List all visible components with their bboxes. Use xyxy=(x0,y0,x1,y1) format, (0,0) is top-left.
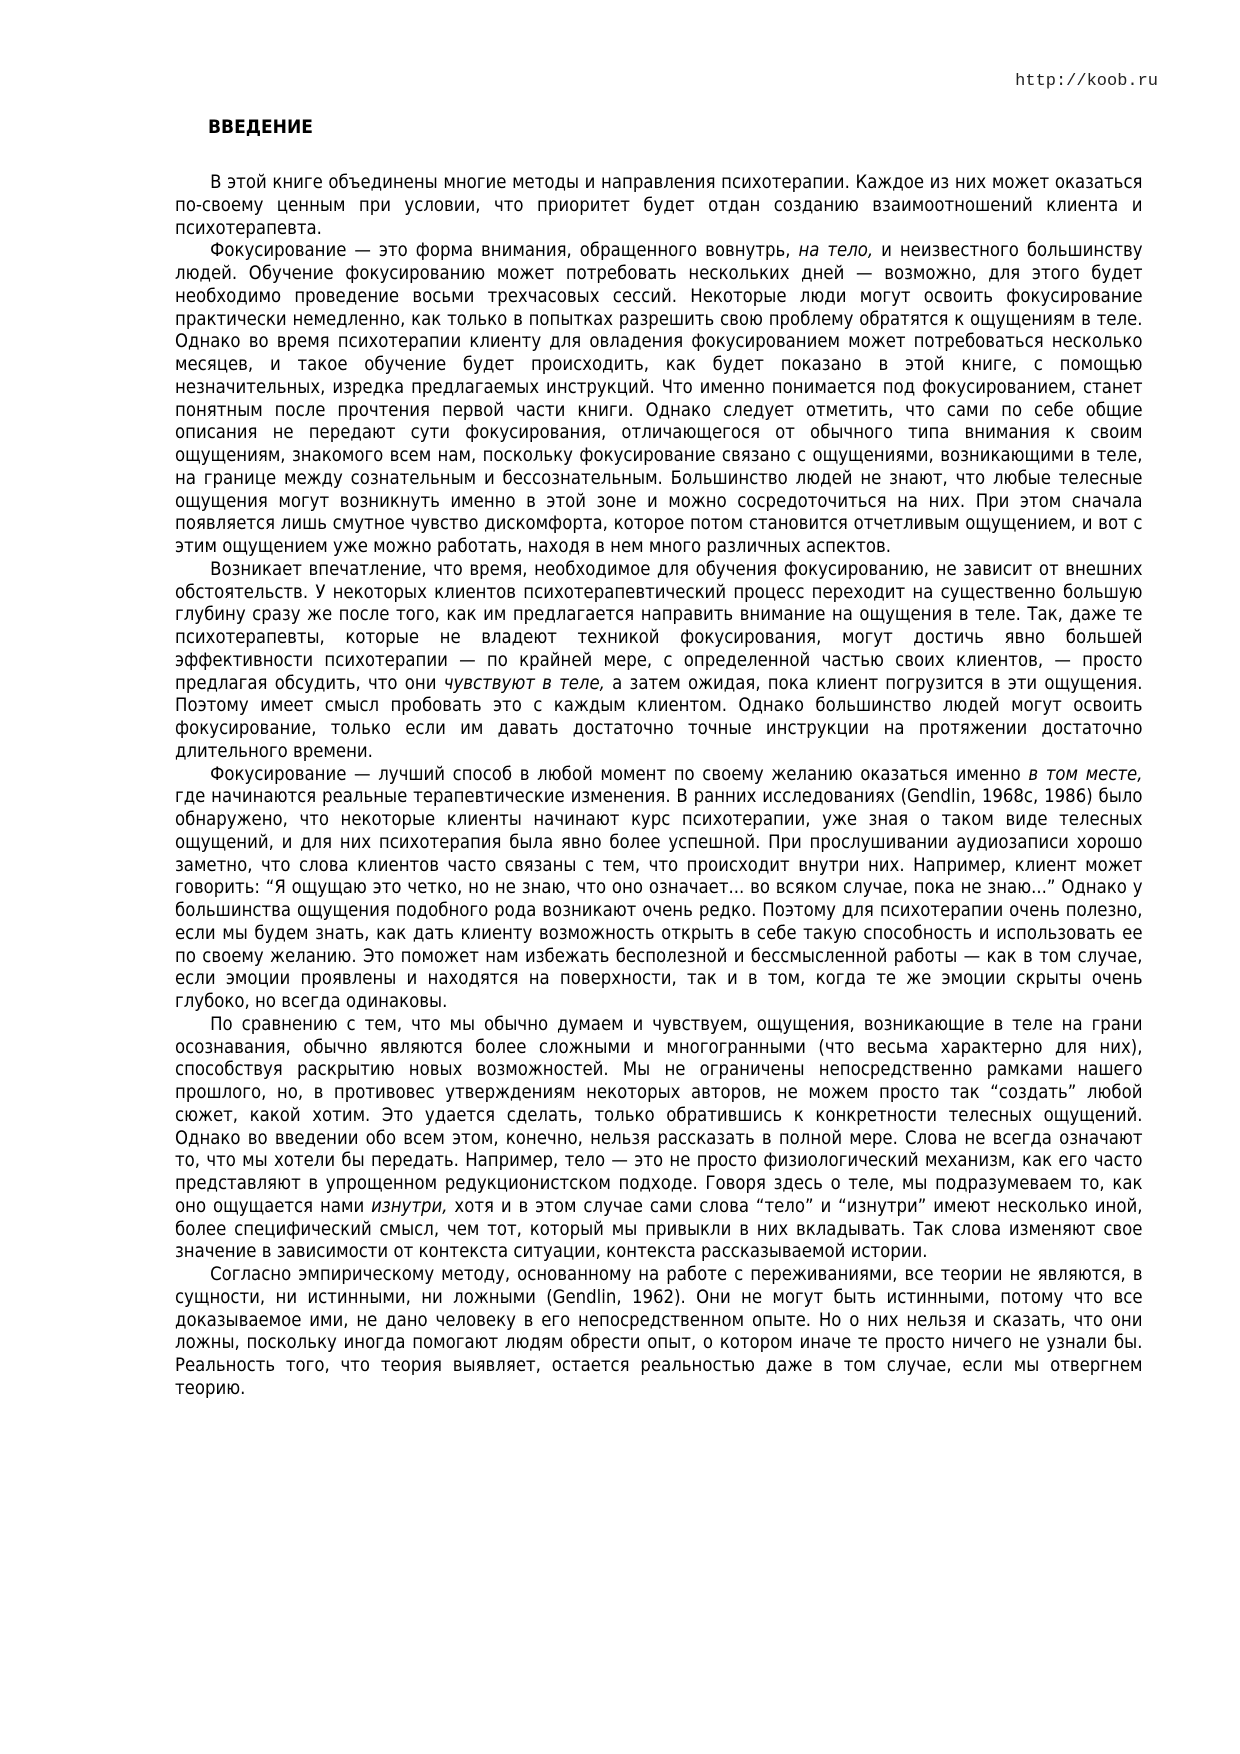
text-run: где начинаются реальные терапевтические изменения. В ранних исследованиях (Gendlin, 1968c, 1986) было обнаружено, что некоторые клиенты начинают курс психотерапии, уже зная о таком виде телесных ощущений, и для них психотерапия была явно более успешной. При прослушивании аудиозаписи хорошо заметно, что слова клиентов часто связаны с тем, что происходит внутри них. Например, клиент может говорить: “Я ощущаю это четко, но не знаю, что оно означает... во всяком случае, пока не знаю...” Однако у большинства ощущения подобного рода возникают очень редко. Поэтому для психотерапии очень полезно, если мы будем знать, как дать клиенту возможность открыть в себе такую способность и использовать ее по своему желанию. Это поможет нам избежать бесполезной и бессмысленной работы — как в том случае, если эмоции проявлены и находятся на поверхности, так и в том, когда те же эмоции скрыты очень глубоко, но всегда одинаковы. xyxy=(175,786,1143,1012)
emphasis-text: на тело, xyxy=(798,240,874,262)
emphasis-text: в том месте, xyxy=(1028,763,1143,785)
text-run: и неизвестного большинству людей. Обучение фокусированию может потребовать нескольких дней — возможно, для этого будет необходимо проведение восьми трехчасовых сессий. Некоторые люди могут освоить фокусирование практически немедленно, как только в попытках разрешить свою проблему обратятся к ощущениям в теле. Однако во время психотерапии клиенту для овладения фокусированием может потребоваться несколько месяцев, и такое обучение будет происходить, как будет показано в этой книге, с помощью незначительных, изредка предлагаемых инструкций. Что именно понимается под фокусированием, станет понятным после прочтения первой части книги. Однако следует отметить, что сами по себе общие описания не передают сути фокусирования, отличающегося от обычного типа внимания к своим ощущениям, знакомого всем нам, поскольку фокусирование связано с ощущениями, возникающими в теле, на границе между сознательным и бессознательным. Большинство людей не знают, что любые телесные ощущения могут возникнуть именно в этой зоне и можно сосредоточиться на них. При этом сначала появляется лишь смутное чувство дискомфорта, которое потом становится отчетливым ощущением, и вот с этим ощущением уже можно работать, находя в нем много различных аспектов. xyxy=(175,240,1143,557)
paragraph-5 xyxy=(175,1014,1143,1264)
paragraph-3 xyxy=(175,559,1143,764)
page-title: ВВЕДЕНИЕ xyxy=(208,116,313,138)
paragraph-4 xyxy=(175,764,1143,1014)
text-run: Согласно эмпирическому методу, основанному на работе с переживаниями, все теории не являются, в сущности, ни истинными, ни ложными (Gendlin, 1962). Они не могут быть истинными, потому что все доказываемое ими, не дано человеку в его непосредственном опыте. Но о них нельзя и сказать, что они ложны, поскольку иногда помогают людям обрести опыт, о котором иначе те просто ничего не узнали бы. Реальность того, что теория выявляет, остается реальностью даже в том случае, если мы отвергнем теорию. xyxy=(175,1264,1143,1399)
text-run: Фокусирование — это форма внимания, обращенного вовнутрь, xyxy=(210,240,799,262)
body-text xyxy=(175,172,1143,1401)
paragraph-2 xyxy=(175,240,1143,559)
emphasis-text: чувствуют в теле, xyxy=(443,672,605,694)
emphasis-text: изнутри, xyxy=(371,1195,448,1217)
text-run: а затем ожидая, пока клиент погрузится в эти ощущения. Поэтому имеет смысл пробовать это с каждым клиентом. Однако большинство людей могут освоить фокусирование, только если им давать достаточно точные инструкции на протяжении достаточно длительного времени. xyxy=(175,672,1143,762)
paragraph-1 xyxy=(175,172,1143,240)
text-run: По сравнению с тем, что мы обычно думаем и чувствуем, ощущения, возникающие в теле на грани осознавания, обычно являются более сложными и многогранными (что весьма характерно для них), способствуя раскрытию новых возможностей. Мы не ограничены непосредственно рамками нашего прошлого, но, в противовес утверждениям некоторых авторов, не можем просто так “создать” любой сюжет, какой хотим. Это удается сделать, только обратившись к конкретности телесных ощущений. Однако во введении обо всем этом, конечно, нельзя рассказать в полной мере. Слова не всегда означают то, что мы хотели бы передать. Например, тело — это не просто физиологический механизм, как его часто представляют в упрощенном редукционистском подходе. Говоря здесь о теле, мы подразумеваем то, как оно ощущается нами xyxy=(175,1013,1143,1217)
text-run: Фокусирование — лучший способ в любой момент по своему желанию оказаться именно xyxy=(210,763,1029,785)
paragraph-6 xyxy=(175,1264,1143,1401)
text-run: В этой книге объединены многие методы и направления психотерапии. Каждое из них может оказаться по-своему ценным при условии, что приоритет будет отдан созданию взаимоотношений клиента и психотерапевта. xyxy=(175,172,1143,239)
text-run: хотя и в этом случае сами слова “тело” и “изнутри” имеют несколько иной, более специфический смысл, чем тот, который мы привыкли в них вкладывать. Так слова изменяют свое значение в зависимости от контекста ситуации, контекста рассказываемой истории. xyxy=(175,1195,1143,1263)
page-header-url: http://koob.ru xyxy=(1015,72,1158,91)
text-run: Возникает впечатление, что время, необходимое для обучения фокусированию, не зависит от внешних обстоятельств. У некоторых клиентов психотерапевтический процесс переходит на существенно большую глубину сразу же после того, как им предлагается направить внимание на ощущения в теле. Так, даже те психотерапевты, которые не владеют техникой фокусирования, могут достичь явно большей эффективности психотерапии — по крайней мере, с определенной частью своих клиентов, — просто предлагая обсудить, что они xyxy=(175,558,1143,694)
